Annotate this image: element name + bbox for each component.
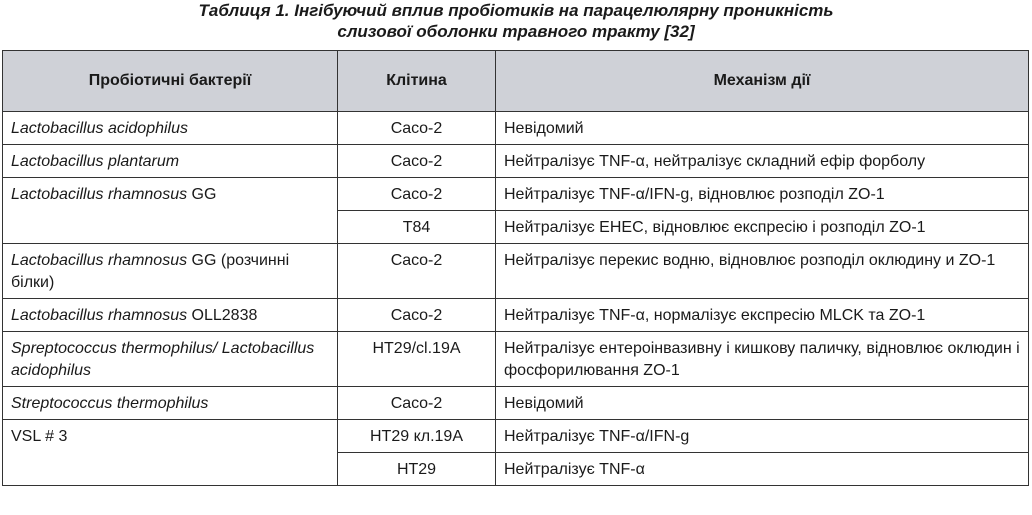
mechanism-cell: Нейтралізує TNF-α, нормалізує експресію MLCK та ZO-1 <box>496 299 1029 332</box>
probiotics-table <box>2 50 1029 486</box>
bacteria-name: Lactobacillus acidophilus <box>11 120 188 137</box>
table-row <box>3 178 1029 211</box>
bacteria-cell <box>3 332 338 387</box>
mechanism-cell: Нейтралізує перекис водню, відновлює розподіл оклюдину и ZO-1 <box>496 244 1029 299</box>
bacteria-cell <box>3 387 338 420</box>
bacteria-name: Lactobacillus rhamnosus <box>11 307 188 324</box>
header-cell: Клітина <box>338 51 496 112</box>
cell-line: Caco-2 <box>338 244 496 299</box>
cell-line: Caco-2 <box>338 178 496 211</box>
cell-line: Caco-2 <box>338 299 496 332</box>
table-header-row <box>3 51 1029 112</box>
table-row <box>3 299 1029 332</box>
bacteria-name: Lactobacillus plantarum <box>11 153 180 170</box>
caption-line-2: слизової оболонки травного тракту [32] <box>337 22 695 41</box>
mechanism-cell: Невідомий <box>496 112 1029 145</box>
header-bacteria: Пробіотичні бактерії <box>3 51 338 112</box>
bacteria-name: Lactobacillus rhamnosus <box>11 186 188 203</box>
header-mechanism: Механізм дії <box>496 51 1029 112</box>
bacteria-cell <box>3 145 338 178</box>
bacteria-name: Streptococcus thermophilus <box>11 395 209 412</box>
table-row <box>3 332 1029 387</box>
mechanism-cell: Невідомий <box>496 387 1029 420</box>
bacteria-name: Lactobacillus rhamnosus <box>11 252 188 269</box>
cell-line: Caco-2 <box>338 112 496 145</box>
cell-line: HT29 <box>338 453 496 486</box>
table-row <box>3 420 1029 453</box>
mechanism-cell: Нейтралізує TNF-α, нейтралізує складний ефір форболу <box>496 145 1029 178</box>
mechanism-cell: Нейтралізує ентероінвазивну і кишкову паличку, відновлює оклюдин і фосфорилювання ZO-1 <box>496 332 1029 387</box>
table-caption <box>0 0 1032 42</box>
table-row <box>3 244 1029 299</box>
mechanism-cell: Нейтралізує EHEC, відновлює експресію і розподіл ZO-1 <box>496 211 1029 244</box>
cell-line: Caco-2 <box>338 387 496 420</box>
bacteria-suffix: GG (розчинні білки) <box>11 252 290 291</box>
bacteria-cell <box>3 112 338 145</box>
bacteria-suffix: OLL2838 <box>187 307 258 324</box>
cell-line: HT29/cl.19A <box>338 332 496 387</box>
cell-line: T84 <box>338 211 496 244</box>
table-row <box>3 145 1029 178</box>
caption-line-1: Таблиця 1. Інгібуючий вплив пробіотиків на парацелюлярну проникність <box>198 1 834 20</box>
mechanism-cell: Нейтралізує TNF-α/IFN-g <box>496 420 1029 453</box>
mechanism-cell: Нейтралізує TNF-α/IFN-g, відновлює розподіл ZO-1 <box>496 178 1029 211</box>
table-row <box>3 387 1029 420</box>
bacteria-cell <box>3 299 338 332</box>
cell-line: HT29 кл.19A <box>338 420 496 453</box>
bacteria-cell <box>3 178 338 244</box>
bacteria-suffix: GG <box>187 186 217 203</box>
mechanism-cell: Нейтралізує TNF-α <box>496 453 1029 486</box>
bacteria-name: Spreptococcus thermophilus/ Lactobacillus acidophilus <box>11 340 315 379</box>
bacteria-cell <box>3 244 338 299</box>
bacteria-cell <box>3 420 338 486</box>
bacteria-suffix: VSL # 3 <box>11 428 68 445</box>
cell-line: Caco-2 <box>338 145 496 178</box>
table-row <box>3 112 1029 145</box>
